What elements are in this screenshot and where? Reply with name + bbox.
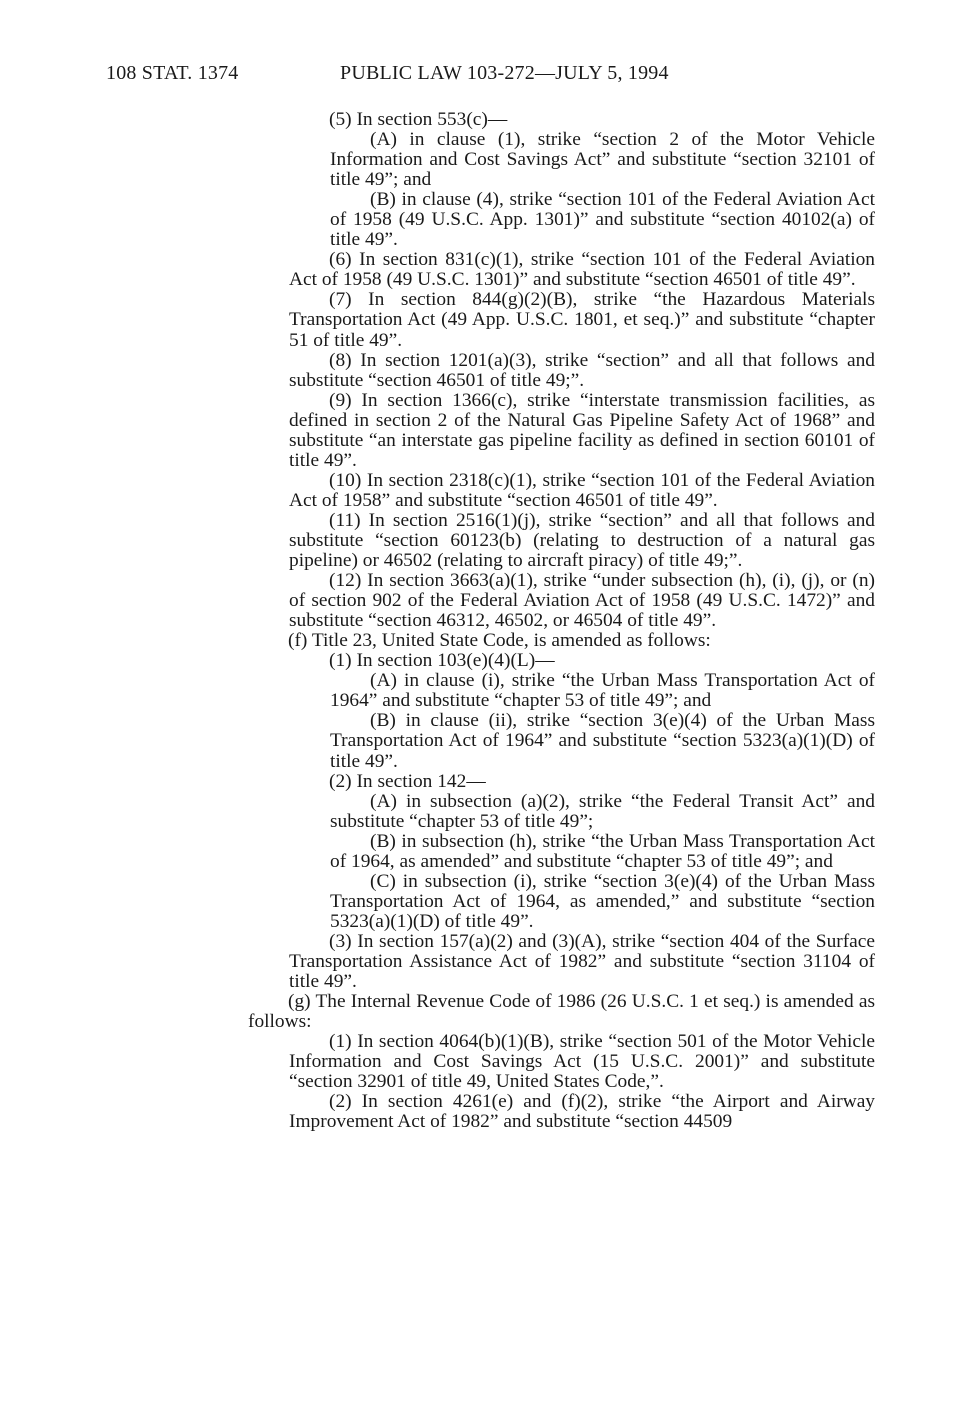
paragraph-5: (5) In section 553(c)—: [329, 109, 508, 130]
statutes-citation: 108 STAT. 1374: [106, 62, 239, 84]
page-header: [106, 62, 866, 90]
paragraph-11: (11) In section 2516(1)(j), strike “section” and all that follows and substitute “section 60123(b) (relating to destruction of a natural gas pipeline) or 46502 (relating to aircraft piracy) of title 49;”.: [289, 509, 875, 572]
paragraph-6: (6) In section 831(c)(1), strike “section 101 of the Federal Aviation Act of 1958 (49 U.S.C. 1301)” and substitute “section 46501 of title 49”.: [289, 249, 875, 291]
paragraph-5-a: (A) in clause (1), strike “section 2 of the Motor Vehicle Information and Cost Savings Act” and substitute “section 32101 of title 49”; and: [330, 129, 875, 191]
paragraph-10: (10) In section 2318(c)(1), strike “section 101 of the Federal Aviation Act of 1958” and substitute “section 46501 of title 49”.: [289, 469, 875, 511]
subsection-f-1-a: (A) in clause (i), strike “the Urban Mass Transportation Act of 1964” and substitute “chapter 53 of title 49”; and: [330, 670, 875, 712]
subsection-f-2: (2) In section 142—: [329, 770, 486, 792]
paragraph-7: (7) In section 844(g)(2)(B), strike “the Hazardous Materials Transportation Act (49 App. U.S.C. 1801, et seq.)” and substitute “chapter 51 of title 49”.: [289, 289, 875, 351]
subsection-f-1-b: (B) in clause (ii), strike “section 3(e)(4) of the Urban Mass Transportation Act of 1964” and substitute “section 5323(a)(1)(D) of title 49”.: [330, 710, 875, 772]
subsection-f: (f) Title 23, United State Code, is amended as follows:: [288, 630, 711, 652]
paragraph-12: (12) In section 3663(a)(1), strike “under subsection (h), (i), (j), or (n) of section 902 of the Federal Aviation Act of 1958 (49 U.S.C. 1472)” and substitute “section 46312, 46502, or 46504 of title 49”.: [289, 570, 875, 632]
subsection-f-2-c: (C) in subsection (i), strike “section 3(e)(4) of the Urban Mass Transportation Act of 1964, as amended,” and substitute “section 5323(a)(1)(D) of title 49”.: [330, 870, 875, 932]
law-text-body: [0, 110, 958, 1132]
paragraph-9: (9) In section 1366(c), strike “interstate transmission facilities, as defined in section 2 of the Natural Gas Pipeline Safety Act of 1968” and substitute “an interstate gas pipeline facility as defined in section 60101 of title 49”.: [289, 389, 875, 471]
subsection-g-2: (2) In section 4261(e) and (f)(2), strike “the Airport and Airway Improvement Act of 1982” and substitute “section 44509: [289, 1091, 875, 1133]
subsection-f-3: (3) In section 157(a)(2) and (3)(A), strike “section 404 of the Surface Transportation Assistance Act of 1982” and substitute “section 31104 of title 49”.: [289, 930, 875, 993]
subsection-g: (g) The Internal Revenue Code of 1986 (26 U.S.C. 1 et seq.) is amended as follows:: [248, 991, 875, 1033]
subsection-f-2-b: (B) in subsection (h), strike “the Urban Mass Transportation Act of 1964, as amended” and substitute “chapter 53 of title 49”; and: [330, 830, 875, 872]
subsection-g-1: (1) In section 4064(b)(1)(B), strike “section 501 of the Motor Vehicle Information and Cost Savings Act (15 U.S.C. 2001)” and substitute “section 32901 of title 49, United States Code,”.: [289, 1031, 875, 1093]
paragraph-5-b: (B) in clause (4), strike “section 101 of the Federal Aviation Act of 1958 (49 U.S.C. App. 1301)” and substitute “section 40102(a) of title 49”.: [330, 189, 875, 251]
paragraph-8: (8) In section 1201(a)(3), strike “section” and all that follows and substitute “section 46501 of title 49;”.: [289, 349, 875, 391]
subsection-f-1: (1) In section 103(e)(4)(L)—: [329, 650, 555, 672]
subsection-f-2-a: (A) in subsection (a)(2), strike “the Federal Transit Act” and substitute “chapter 53 of title 49”;: [330, 790, 875, 832]
running-head: PUBLIC LAW 103-272—JULY 5, 1994: [340, 62, 669, 84]
